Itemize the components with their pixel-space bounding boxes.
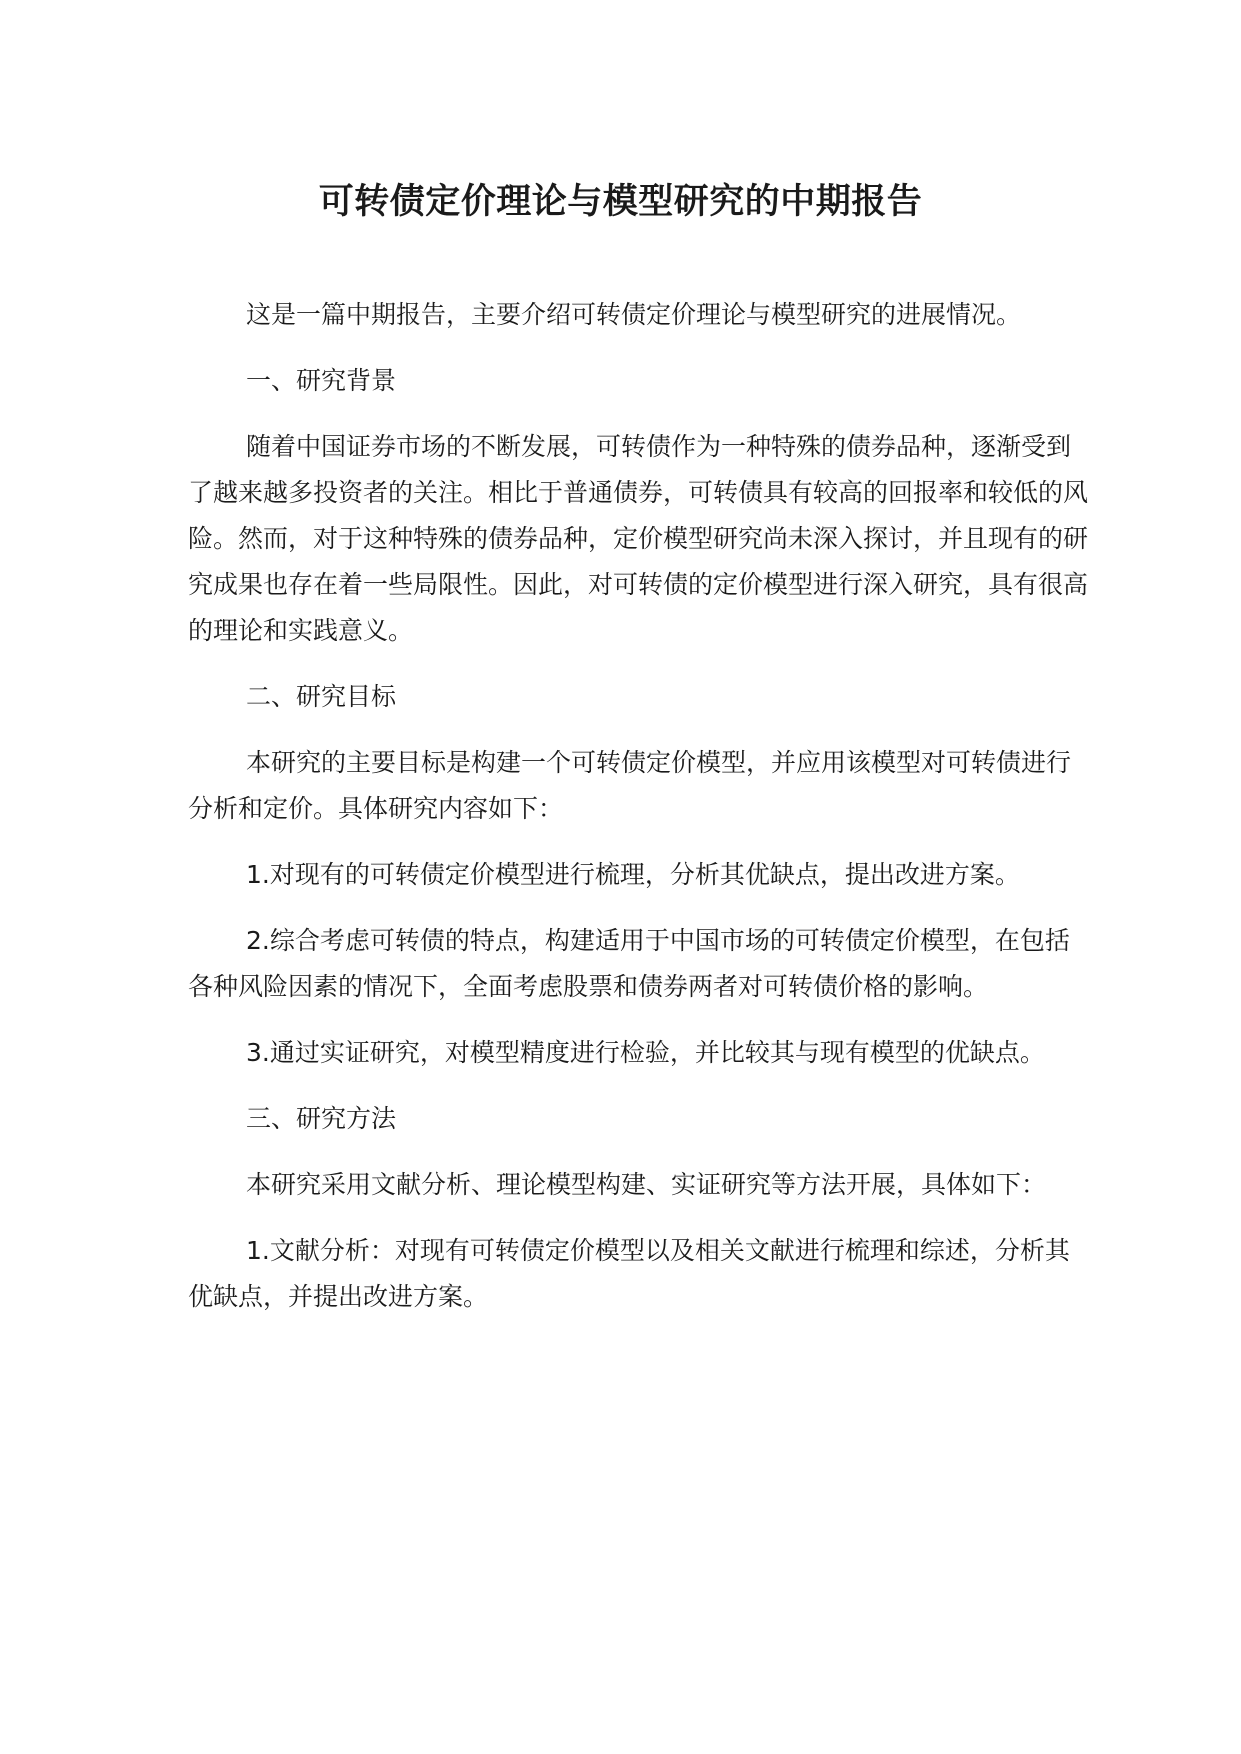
goal-item-3: 3.通过实证研究，对模型精度进行检验，并比较其与现有模型的优缺点。	[246, 1038, 1045, 1067]
goal-item-1: 1.对现有的可转债定价模型进行梳理，分析其优缺点，提出改进方案。	[246, 860, 1020, 889]
background-paragraph: 随着中国证券市场的不断发展，可转债作为一种特殊的债券品种，逐渐受到了越来越多投资者的关注。相比于普通债券，可转债具有较高的回报率和较低的风险。然而，对于这种特殊的债券品种，定价模型研究尚未深入探讨，并且现有的研究成果也存在着一些局限性。因此，对可转债的定价模型进行深入研究，具有很高的理论和实践意义。	[188, 432, 1089, 645]
goal-item-2: 2.综合考虑可转债的特点，构建适用于中国市场的可转债定价模型，在包括各种风险因素的情况下，全面考虑股票和债券两者对可转债价格的影响。	[188, 926, 1070, 1001]
goal-paragraph: 本研究的主要目标是构建一个可转债定价模型，并应用该模型对可转债进行分析和定价。具体研究内容如下：	[188, 748, 1072, 823]
document-title: 可转债定价理论与模型研究的中期报告	[318, 182, 923, 222]
section-2-heading: 二、研究目标	[246, 682, 397, 711]
section-1-heading: 一、研究背景	[246, 366, 397, 395]
intro-paragraph: 这是一篇中期报告，主要介绍可转债定价理论与模型研究的进展情况。	[246, 300, 1022, 329]
section-3-heading: 三、研究方法	[246, 1104, 397, 1133]
method-paragraph: 本研究采用文献分析、理论模型构建、实证研究等方法开展，具体如下：	[246, 1170, 1047, 1199]
method-item-1: 1.文献分析：对现有可转债定价模型以及相关文献进行梳理和综述，分析其优缺点，并提出改进方案。	[188, 1236, 1070, 1311]
document-body	[188, 292, 1088, 1340]
